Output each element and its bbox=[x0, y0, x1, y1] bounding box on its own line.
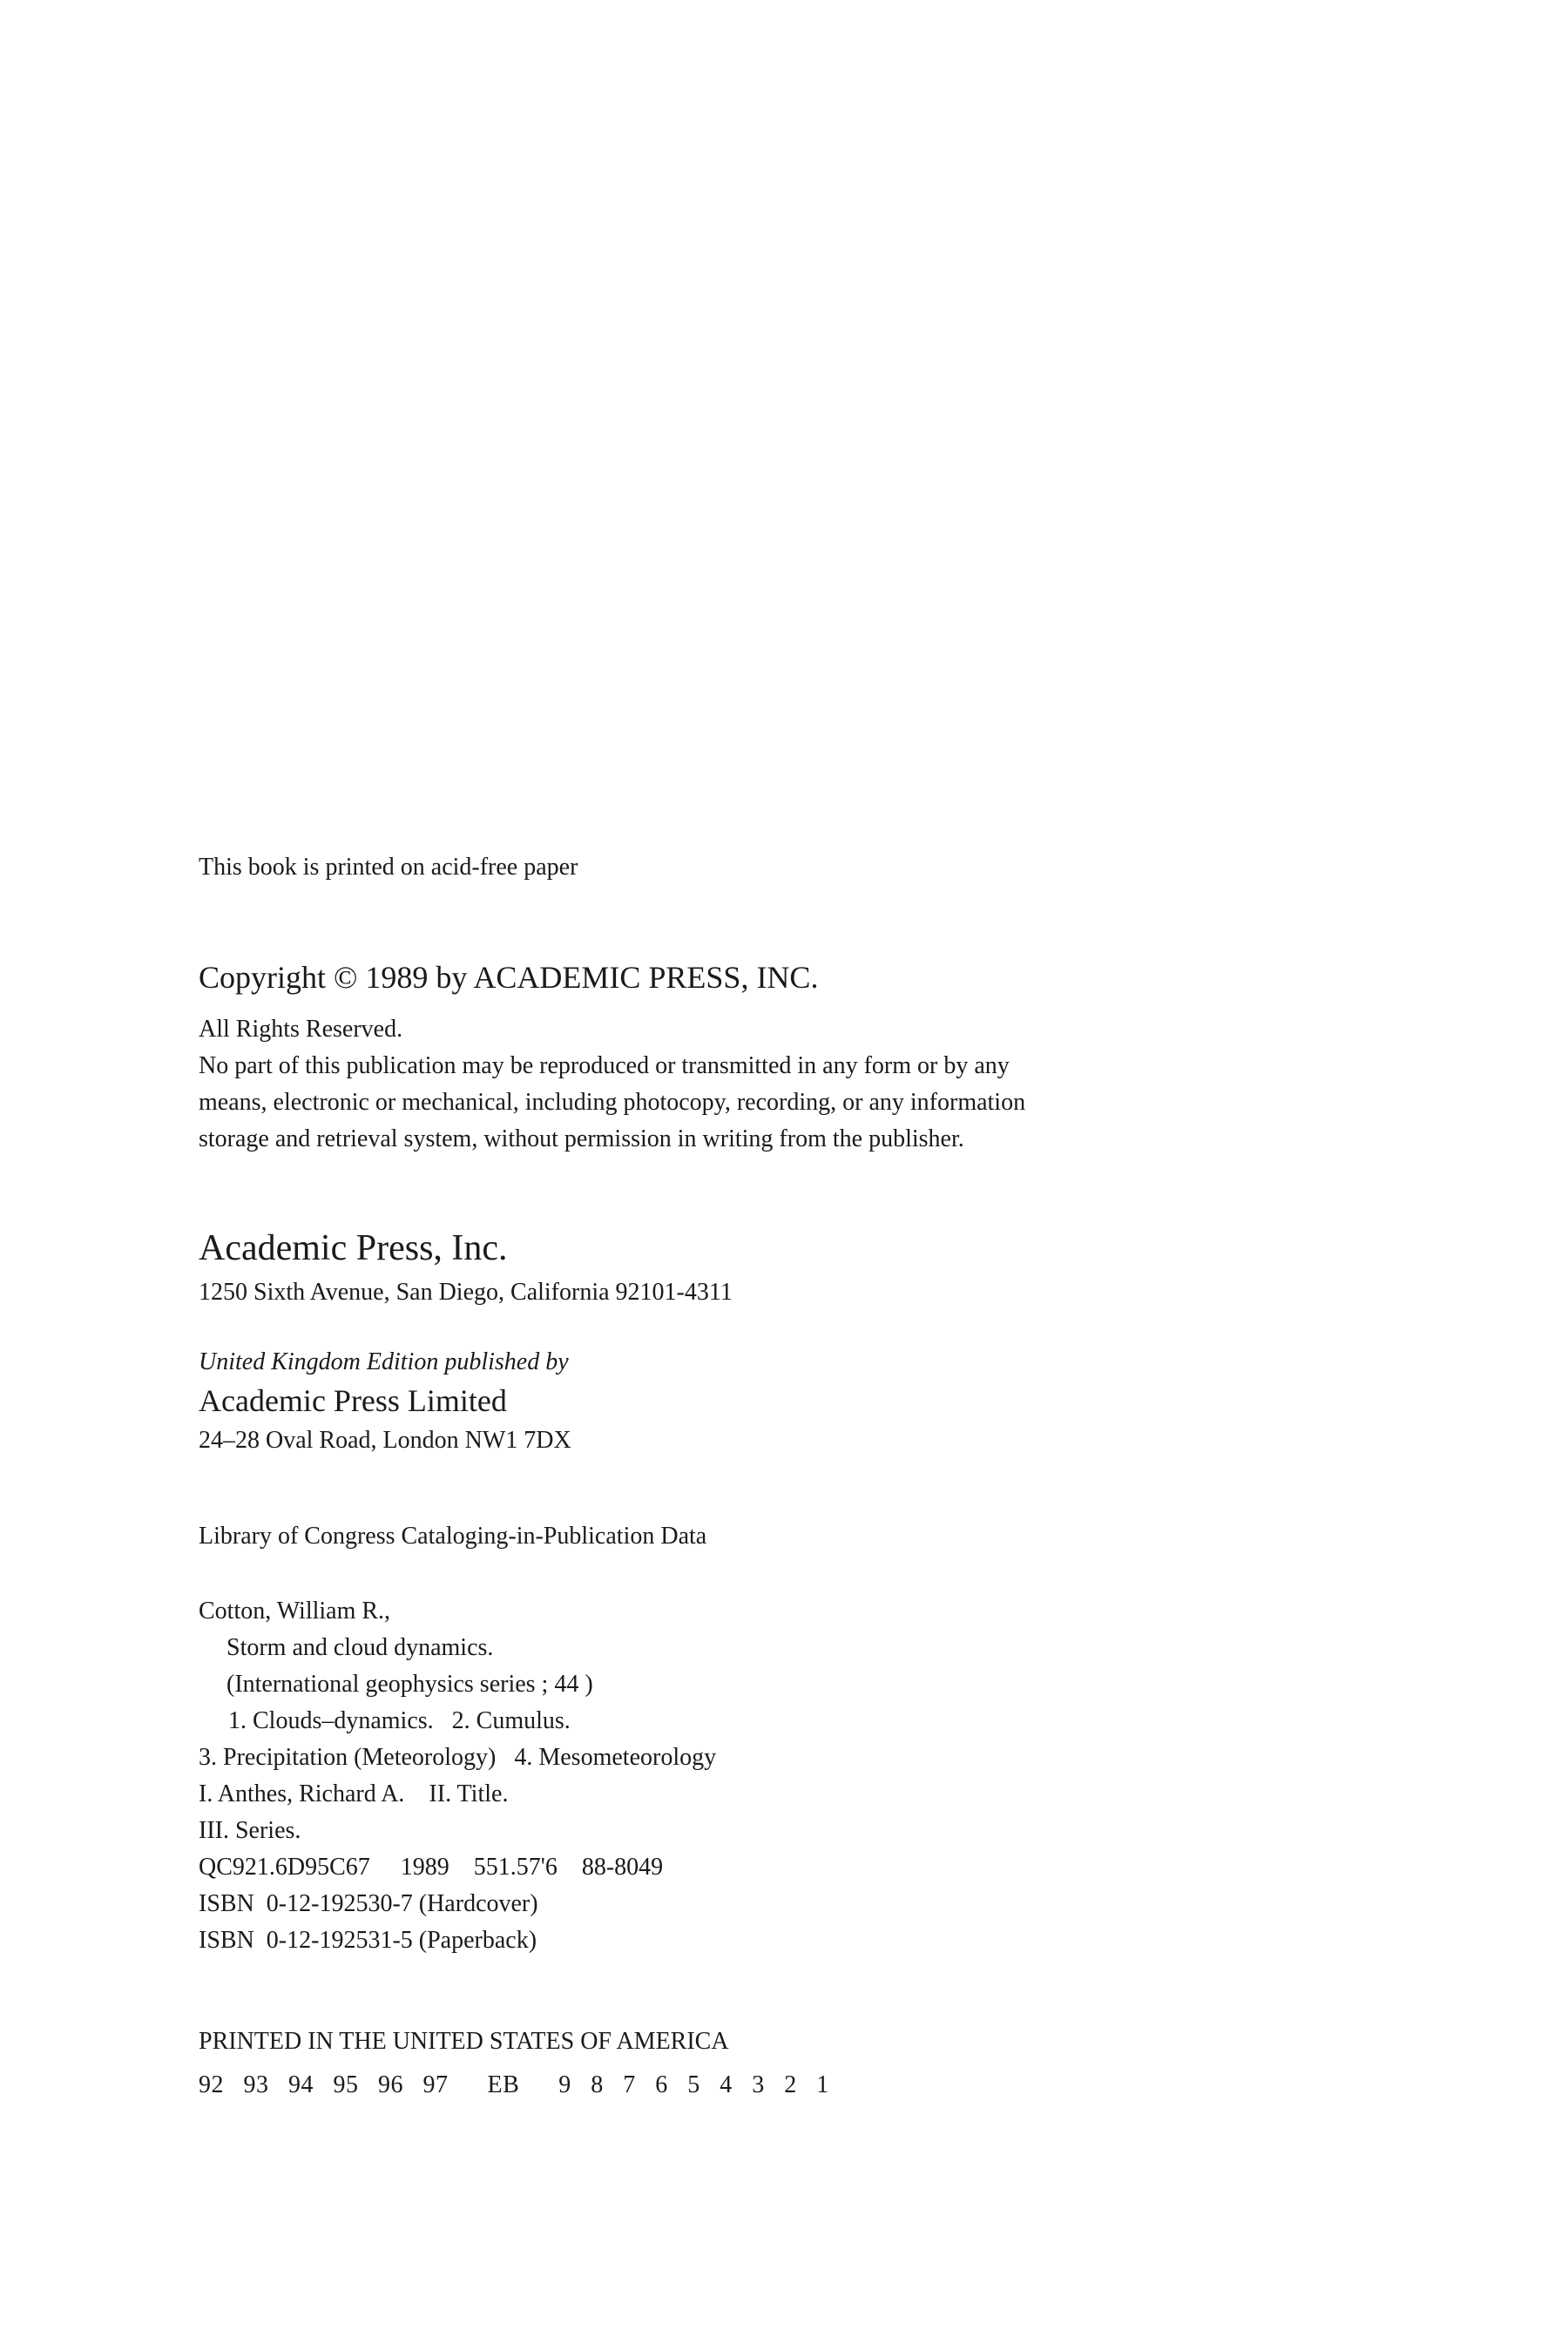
uk-publisher-address: 24–28 Oval Road, London NW1 7DX bbox=[199, 1427, 571, 1454]
copyright-notice-line-1: No part of this publication may be reproduced or transmitted in any form or by any bbox=[199, 1052, 1010, 1079]
isbn-paperback: ISBN 0-12-192531-5 (Paperback) bbox=[199, 1927, 537, 1954]
cip-title: Storm and cloud dynamics. bbox=[226, 1634, 494, 1661]
cip-author: Cotton, William R., bbox=[199, 1598, 391, 1625]
publisher-name: Academic Press, Inc. bbox=[199, 1228, 508, 1268]
cip-call-number: QC921.6D95C67 1989 551.57'6 88-8049 bbox=[199, 1854, 664, 1881]
cip-added-entries-1: I. Anthes, Richard A. II. Title. bbox=[199, 1780, 509, 1807]
cip-heading: Library of Congress Cataloging-in-Publication Data bbox=[199, 1523, 707, 1550]
isbn-hardcover: ISBN 0-12-192530-7 (Hardcover) bbox=[199, 1890, 538, 1917]
uk-publisher-name: Academic Press Limited bbox=[199, 1383, 507, 1418]
copyright-notice-line-3: storage and retrieval system, without permission in writing from the publisher. bbox=[199, 1125, 964, 1152]
cip-added-entries-2: III. Series. bbox=[199, 1817, 301, 1844]
printing-impression-line: 92 93 94 95 96 97 EB 9 8 7 6 5 4 3 2 1 bbox=[199, 2071, 829, 2098]
cip-subjects-1: 1. Clouds–dynamics. 2. Cumulus. bbox=[228, 1707, 571, 1734]
cip-series-note: (International geophysics series ; 44 ) bbox=[226, 1671, 593, 1698]
copyright-notice-line-2: means, electronic or mechanical, including photocopy, recording, or any information bbox=[199, 1089, 1026, 1116]
copyright-line: Copyright © 1989 by ACADEMIC PRESS, INC. bbox=[199, 960, 819, 995]
rights-reserved: All Rights Reserved. bbox=[199, 1016, 403, 1043]
printed-in-notice: PRINTED IN THE UNITED STATES OF AMERICA bbox=[199, 2028, 729, 2055]
cip-subjects-2: 3. Precipitation (Meteorology) 4. Mesometeorology bbox=[199, 1744, 717, 1771]
acid-free-notice: This book is printed on acid-free paper bbox=[199, 854, 578, 881]
uk-edition-label: United Kingdom Edition published by bbox=[199, 1348, 569, 1375]
publisher-address: 1250 Sixth Avenue, San Diego, California 92101-4311 bbox=[199, 1279, 733, 1306]
